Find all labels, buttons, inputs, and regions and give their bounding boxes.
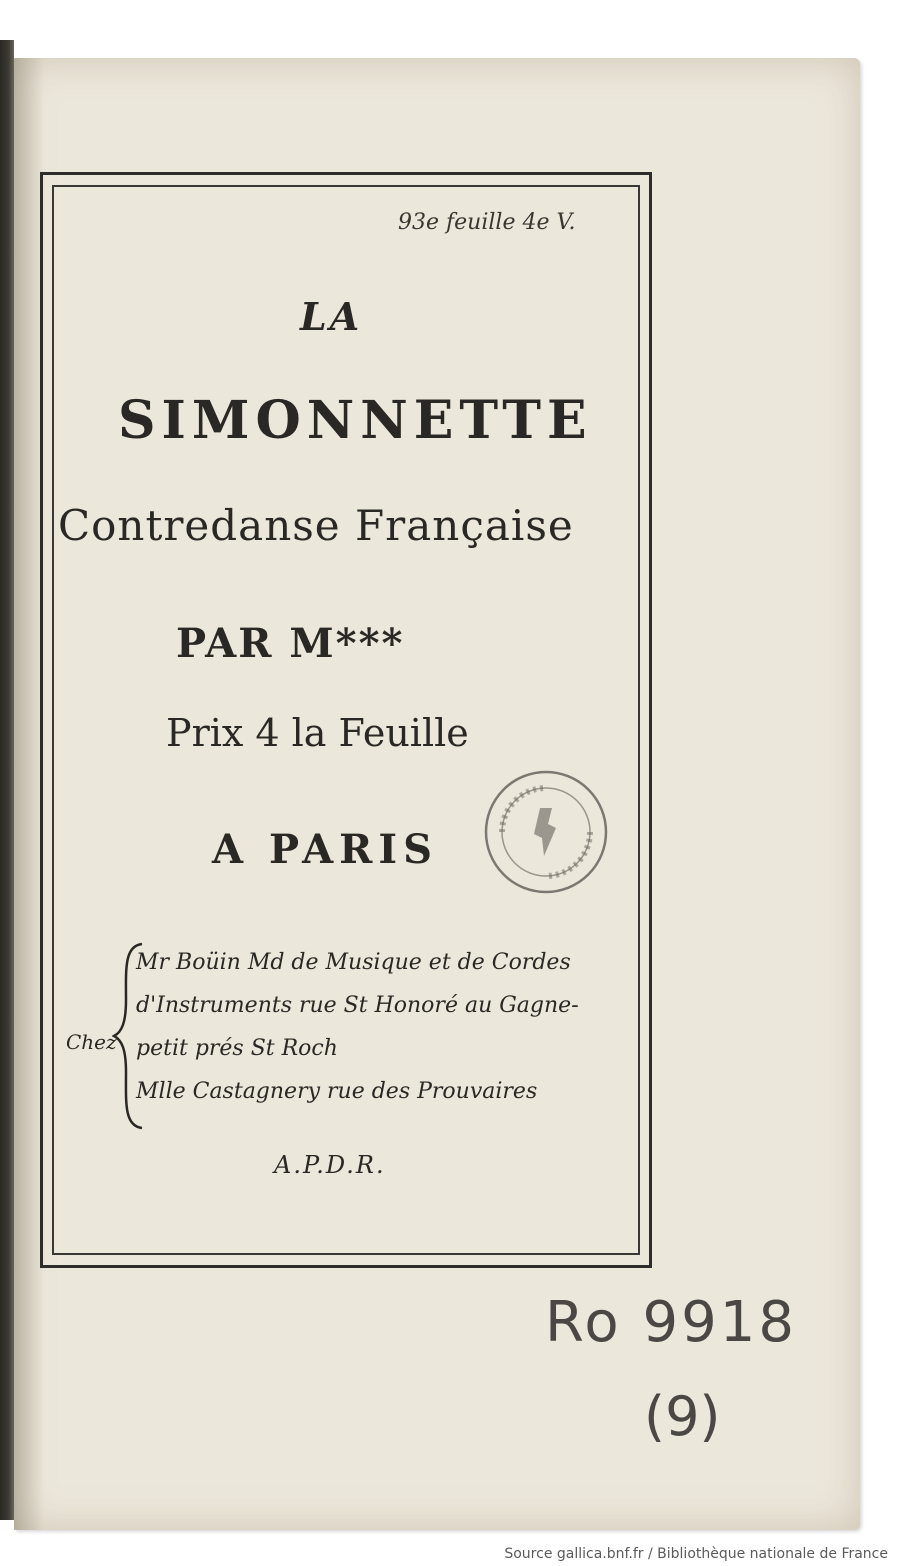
place-of-publication: A PARIS [212,826,439,873]
shelfmark: Ro 9918 [545,1290,797,1355]
sellers-line: d'Instruments rue St Honoré au Gagne- [136,993,579,1018]
library-stamp [482,768,610,896]
privilege-mark: A.P.D.R. [274,1151,386,1179]
page-title: SIMONNETTE [118,390,593,451]
sellers-line: Mr Boüin Md de Musique et de Cordes [136,950,571,975]
handwritten-shelf-note: 93e feuille 4e V. [398,210,576,235]
subtitle: Contredanse Française [58,501,574,550]
book-spine [0,40,14,1520]
author-line: PAR M*** [176,620,405,667]
sellers-line: Mlle Castagnery rue des Prouvaires [136,1079,538,1104]
sellers-line: petit prés St Roch [136,1036,338,1061]
source-attribution: Source gallica.bnf.fr / Bibliothèque nationale de France [504,1546,888,1562]
title-article: LA [300,294,363,339]
shelfmark-volume: (9) [644,1385,721,1448]
price-line: Prix 4 la Feuille [166,711,469,755]
sellers-prefix: Chez [66,1030,117,1054]
